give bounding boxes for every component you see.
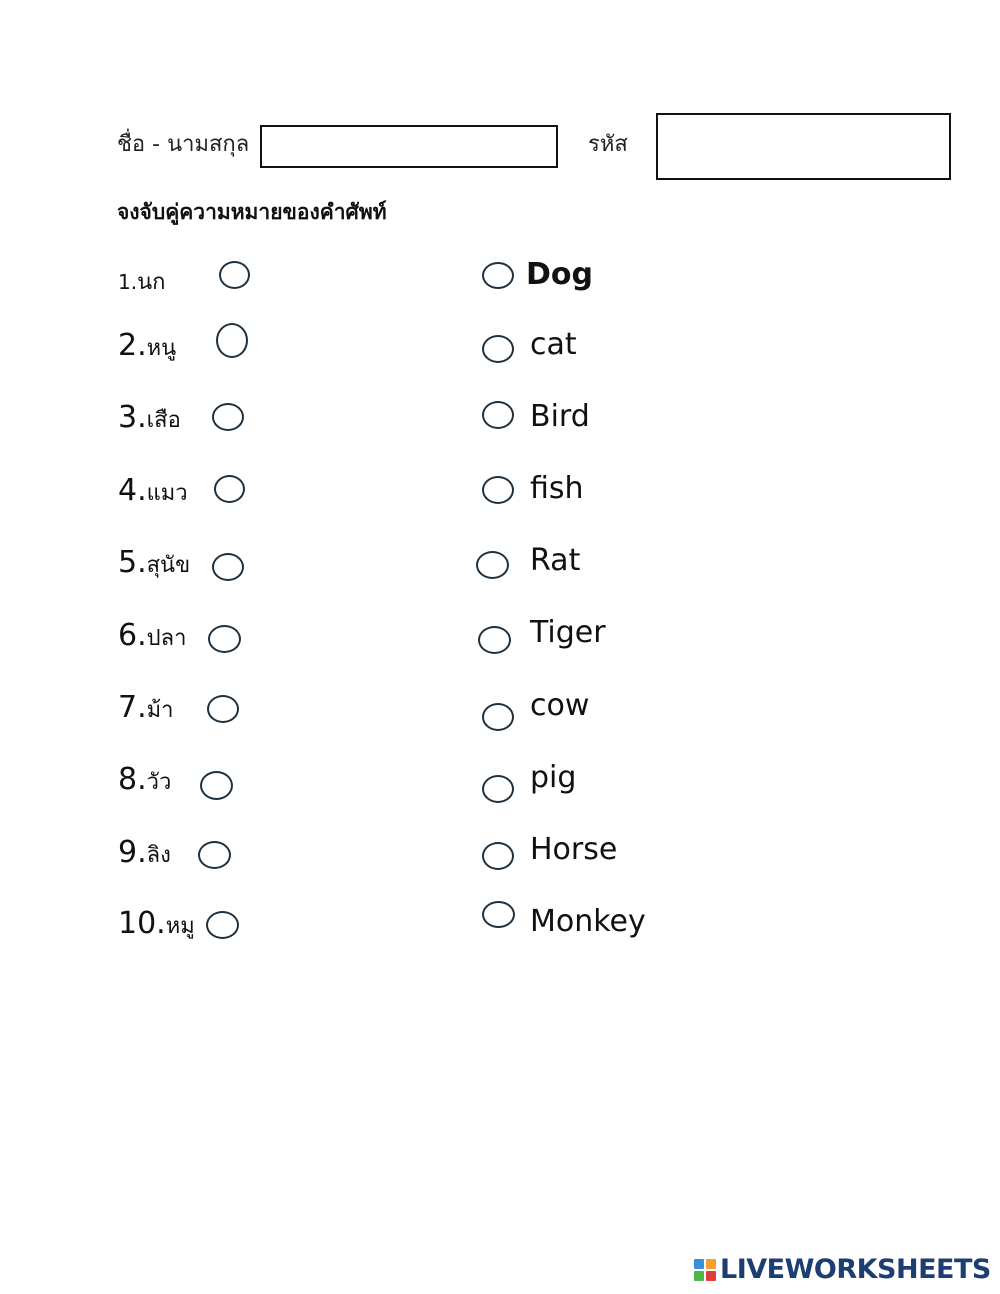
english-word-9: Horse — [530, 832, 618, 867]
english-word-8: pig — [530, 760, 577, 795]
match-point-left-6[interactable] — [208, 625, 241, 653]
match-point-right-5[interactable] — [476, 551, 509, 579]
logo-tile — [706, 1271, 716, 1281]
english-word-7: cow — [530, 688, 590, 723]
match-point-right-8[interactable] — [482, 775, 514, 803]
logo-tiles-icon — [694, 1259, 716, 1281]
thai-item-word: ลิง — [146, 843, 171, 868]
name-label: ชื่อ - นามสกุล — [117, 132, 250, 157]
match-point-left-2[interactable] — [216, 323, 248, 358]
thai-item-number: 7. — [118, 690, 147, 725]
logo-tile — [694, 1271, 704, 1281]
english-word-2: cat — [530, 327, 577, 362]
thai-item-6 — [118, 618, 186, 655]
match-point-left-7[interactable] — [207, 695, 239, 723]
thai-item-number: 3. — [118, 400, 147, 435]
match-point-left-10[interactable] — [206, 911, 239, 939]
thai-item-9 — [118, 835, 171, 872]
instruction-title: จงจับคู่ความหมายของคำศัพท์ — [117, 200, 387, 224]
match-point-left-1[interactable] — [219, 261, 250, 289]
name-field[interactable] — [260, 125, 558, 168]
match-point-left-3[interactable] — [212, 403, 244, 431]
match-point-right-10[interactable] — [482, 901, 515, 928]
english-word-6: Tiger — [530, 615, 606, 650]
match-point-right-1[interactable] — [482, 262, 514, 289]
match-point-left-4[interactable] — [214, 475, 245, 503]
english-word-10: Monkey — [530, 904, 646, 939]
logo-tile — [694, 1259, 704, 1269]
thai-item-number: 6. — [118, 618, 147, 653]
english-word-3: Bird — [530, 399, 590, 434]
logo-tile — [706, 1259, 716, 1269]
thai-item-2 — [118, 328, 176, 365]
logo-text: LIVEWORKSHEETS — [720, 1254, 991, 1285]
match-point-right-6[interactable] — [478, 626, 511, 654]
thai-item-1 — [118, 262, 165, 299]
match-point-left-5[interactable] — [212, 553, 244, 581]
thai-item-word: หนู — [146, 336, 177, 361]
thai-item-word: เสือ — [146, 408, 181, 433]
thai-item-8 — [118, 762, 171, 799]
match-point-left-9[interactable] — [198, 841, 231, 869]
thai-item-word: นก — [137, 270, 166, 295]
thai-item-number: 4. — [118, 473, 147, 508]
liveworksheets-logo[interactable] — [694, 1254, 991, 1285]
id-field[interactable] — [656, 113, 951, 180]
thai-item-5 — [118, 545, 190, 582]
match-point-left-8[interactable] — [200, 771, 233, 800]
thai-item-number: 2. — [118, 328, 147, 363]
match-point-right-9[interactable] — [482, 842, 514, 870]
thai-item-word: ม้า — [146, 698, 174, 723]
thai-item-number: 9. — [118, 835, 147, 870]
id-label: รหัส — [588, 132, 628, 157]
english-word-1: Dog — [526, 257, 593, 292]
english-word-4: fish — [530, 471, 584, 506]
thai-item-number: 1. — [118, 270, 138, 294]
thai-item-word: หมู — [165, 914, 195, 939]
thai-item-word: ปลา — [146, 626, 187, 651]
match-point-right-7[interactable] — [482, 703, 514, 731]
thai-item-7 — [118, 690, 173, 727]
match-point-right-2[interactable] — [482, 335, 514, 363]
thai-item-word: วัว — [146, 770, 172, 795]
thai-item-word: แมว — [146, 481, 188, 506]
english-word-5: Rat — [530, 543, 581, 578]
match-point-right-3[interactable] — [482, 401, 514, 429]
thai-item-4 — [118, 473, 188, 510]
match-point-right-4[interactable] — [482, 476, 514, 504]
thai-item-number: 8. — [118, 762, 147, 797]
thai-item-number: 5. — [118, 545, 147, 580]
thai-item-number: 10. — [118, 906, 166, 941]
thai-item-10 — [118, 906, 195, 943]
thai-item-3 — [118, 400, 181, 437]
thai-item-word: สุนัข — [146, 553, 191, 578]
